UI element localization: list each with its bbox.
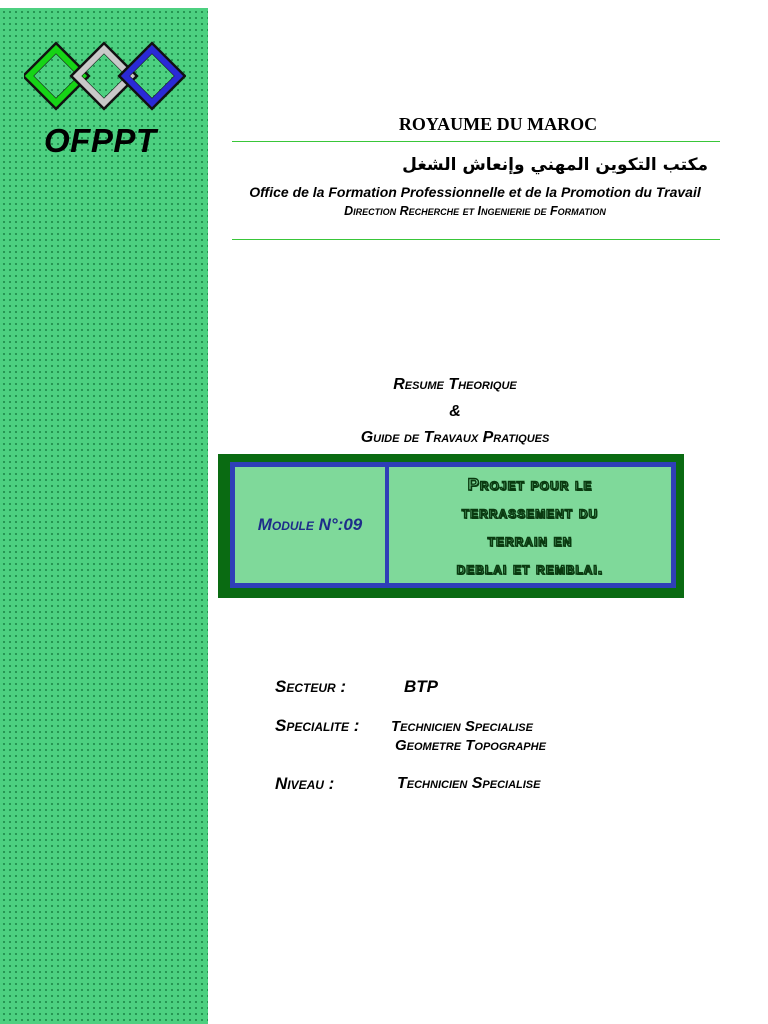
module-title-line-1: Projet pour le <box>467 475 593 494</box>
logo-text: OFPPT <box>44 122 157 159</box>
niveau-value: Technicien Specialise <box>397 775 541 792</box>
title-ampersand: & <box>449 403 461 420</box>
niveau-label: Niveau : <box>275 774 335 793</box>
secteur-label: Secteur : <box>275 677 347 696</box>
specialite-label: Specialite : <box>275 716 360 735</box>
title-resume: Resume Theorique <box>393 376 517 393</box>
module-title-line-2: terrassement du <box>461 503 599 522</box>
direction-name: Direction Recherche et Ingenierie de Formation <box>344 204 606 218</box>
title-guide: Guide de Travaux Pratiques <box>360 429 550 446</box>
kingdom-title: ROYAUME DU MAROC <box>398 114 598 134</box>
module-title-line-3: terrain en <box>487 531 573 550</box>
module-box <box>218 454 684 598</box>
office-name: Office de la Formation Professionnelle et de la Promotion du Travail <box>249 184 701 200</box>
module-title-cell <box>389 467 671 583</box>
arabic-office-name: مكتب التكوين المهني وإنعاش الشغل <box>402 155 708 175</box>
specialite-value-2: Geometre Topographe <box>395 737 546 754</box>
module-title-line-4: deblai et remblai. <box>456 559 604 578</box>
secteur-value: BTP <box>404 677 438 696</box>
specialite-value-1: Technicien Specialise <box>391 718 533 735</box>
decorative-green-band <box>0 8 208 1024</box>
module-number: Module N°:09 <box>257 515 363 534</box>
top-rule <box>232 141 720 142</box>
module-number-cell <box>235 467 385 583</box>
ofppt-logo-icon <box>24 40 186 120</box>
bottom-rule <box>232 239 720 240</box>
module-inner-frame <box>230 462 676 588</box>
